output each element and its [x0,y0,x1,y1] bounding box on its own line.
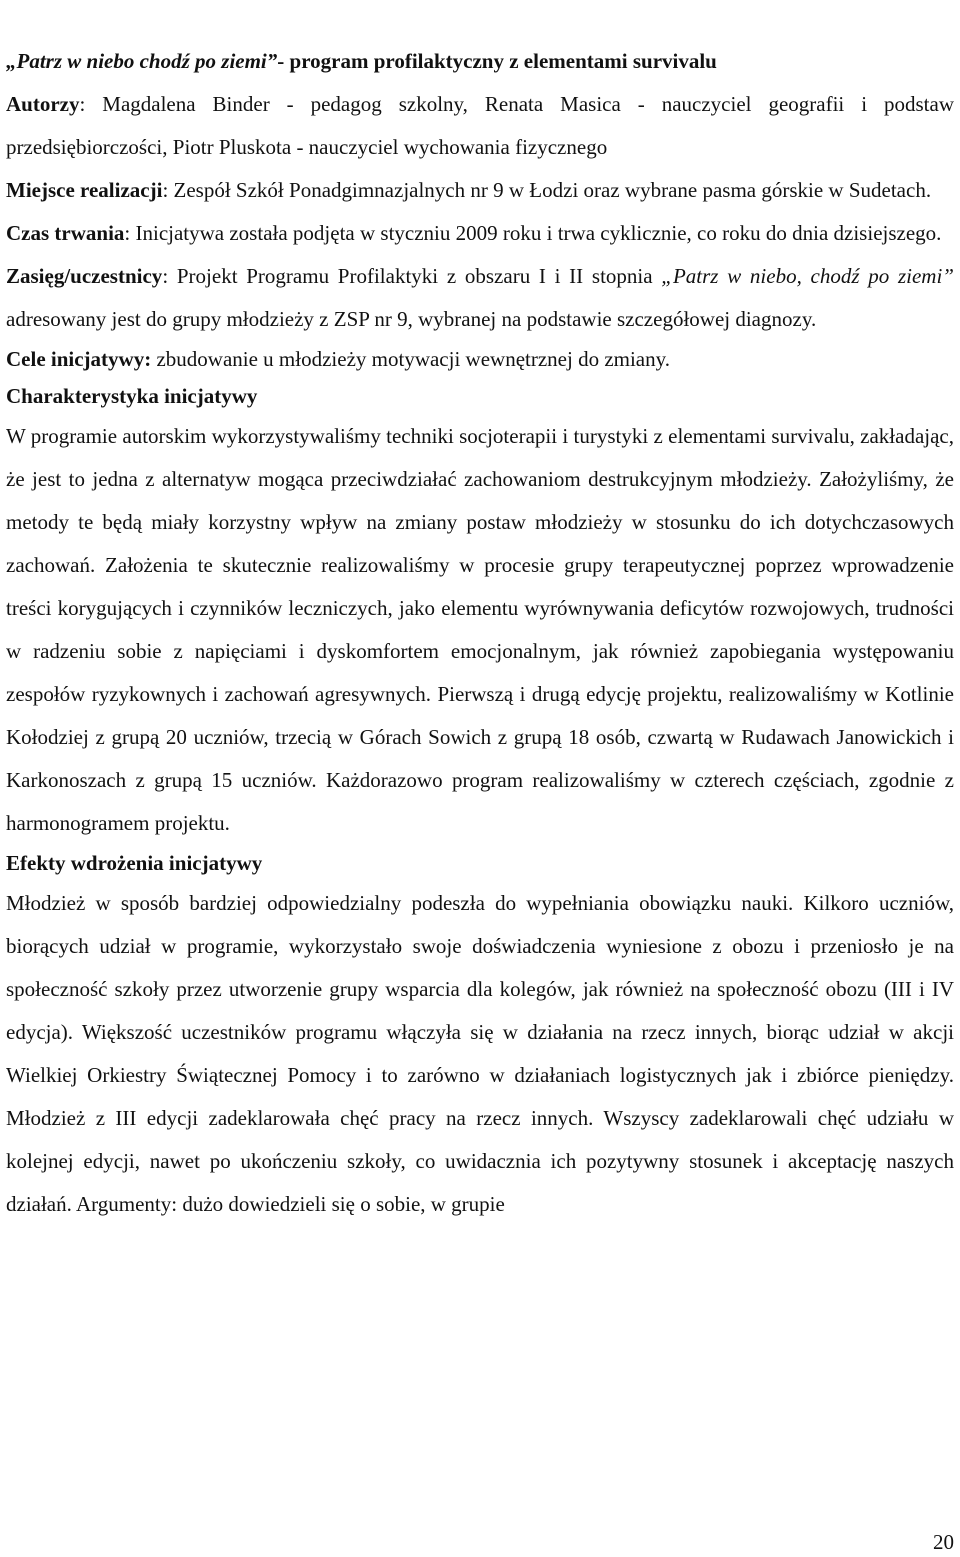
location-label: Miejsce realizacji [6,178,163,202]
authors-text: : Magdalena Binder - pedagog szkolny, Renata Masica - nauczyciel geografii i podstaw przedsiębiorczości, Piotr Pluskota - nauczyciel wychowania fizycznego [6,92,954,159]
duration-label: Czas trwania [6,221,125,245]
goals-label: Cele inicjatywy: [6,347,152,371]
goals-paragraph [6,341,954,378]
authors-label: Autorzy [6,92,80,116]
scope-text-after: adresowany jest do grupy młodzieży z ZSP nr 9, wybranej na podstawie szczegółowej diagnozy. [6,307,817,331]
program-name: „Patrz w niebo chodź po ziemi” [6,49,278,73]
page-number: 20 [933,1530,954,1554]
location-paragraph [6,169,954,212]
document-title [6,40,954,83]
duration-text: : Inicjatywa została podjęta w styczniu 2009 roku i trwa cyklicznie, co roku do dnia dzisiejszego. [124,221,942,245]
scope-label: Zasięg/uczestnicy [6,264,163,288]
scope-program-name: „Patrz w niebo, chodź po ziemi” [661,264,954,288]
location-text: : Zespół Szkół Ponadgimnazjalnych nr 9 w Łodzi oraz wybrane pasma górskie w Sudetach. [162,178,932,202]
authors-paragraph [6,83,954,169]
effects-body: Młodzież w sposób bardziej odpowiedzialny podeszła do wypełniania obowiązku nauki. Kilkoro uczniów, biorących udział w programie, wykorzystało swoje doświadczenia wyniesione z obozu i przeniosło je na społeczność szkoły przez utworzenie grupy wsparcia dla kolegów, jak również na społeczność obozu (III i IV edycja). Większość uczestników programu włączyła się w działania na rzecz innych, biorąc udział w akcji Wielkiej Orkiestry Świątecznej Pomocy i to zarówno w działaniach logistycznych jak i zbiórce pieniędzy. Młodzież z III edycji zadeklarowała chęć pracy na rzecz innych. Wszyscy zadeklarowali chęć udziału w kolejnej edycji, nawet po ukończeniu szkoły, co uwidacznia ich pozytywny stosunek i akceptację naszych działań. Argumenty: dużo dowiedzieli się o sobie, w grupie [6,891,954,1216]
characteristics-body: W programie autorskim wykorzystywaliśmy techniki socjoterapii i turystyki z elementami survivalu, zakładając, że jest to jedna z alternatyw mogąca przeciwdziałać zachowaniom destrukcyjnym młodzieży. Założyliśmy, że metody te będą miały korzystny wpływ na zmiany postaw młodzieży w stosunku do ich dotychczasowych zachowań. Założenia te skutecznie realizowaliśmy w procesie grupy terapeutycznej poprzez wprowadzenie treści korygujących i czynników leczniczych, jako elementu wyrównywania deficytów rozwojowych, trudności w radzeniu sobie z napięciami i dyskomfortem emocjonalnym, jak również zapobiegania występowaniu zespołów ryzykownych i zachowań agresywnych. Pierwszą i drugą edycję projektu, realizowaliśmy w Kotlinie Kołodziej z grupą 20 uczniów, trzecią w Górach Sowich z grupą 18 osób, czwartą w Rudawach Janowickich i Karkonoszach z grupą 15 uczniów. Każdorazowo program realizowaliśmy w czterech częściach, zgodnie z harmonogramem projektu. [6,424,954,835]
duration-paragraph [6,212,954,255]
effects-heading: Efekty wdrożenia inicjatywy [6,851,263,875]
title-rest: - program profilaktyczny z elementami survivalu [277,49,717,73]
document-body [6,40,954,1226]
scope-paragraph [6,255,954,341]
characteristics-heading: Charakterystyka inicjatywy [6,384,258,408]
goals-text: zbudowanie u młodzieży motywacji wewnętrznej do zmiany. [151,347,671,371]
scope-text-before: : Projekt Programu Profilaktyki z obszaru I i II stopnia [162,264,662,288]
